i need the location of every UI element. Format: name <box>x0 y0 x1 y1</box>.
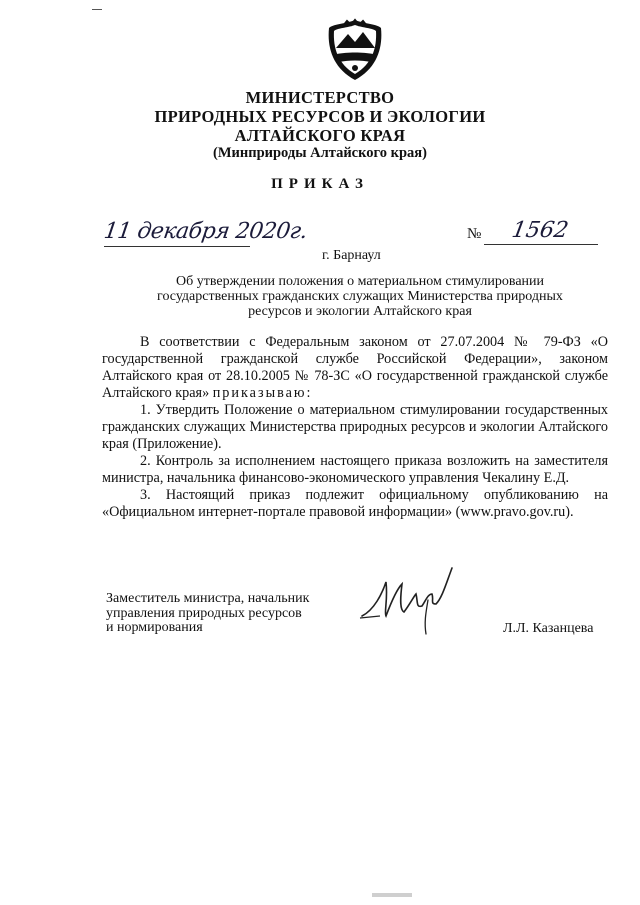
signatory-position-line-3: и нормирования <box>106 620 203 635</box>
order-number: 1562 <box>509 218 571 243</box>
ministry-short-name: (Минприроды Алтайского края) <box>213 145 427 161</box>
order-subject: Об утверждении положения о материальном стимулировании государственных гражданских служащих Министерства природных ресурсов и экологии Алтайского края <box>157 274 563 319</box>
item-1: 1. Утвердить Положение о материальном стимулировании государственных гражданских служащих Министерства природных ресурсов и экологии Алтайского края (Приложение). <box>102 402 608 452</box>
signatory-position <box>106 592 309 636</box>
preamble-text: В соответствии с Федеральным законом от 27.07.2004 № 79-ФЗ «О государственной гражданской службе Российской Федерации», законом Алтайского края от 28.10.2005 № 78-ЗС «О государственной гражданской службе Алтайского края» <box>102 334 608 401</box>
ministry-name-line-3: АЛТАЙСКОГО КРАЯ <box>234 126 406 145</box>
item-3: 3. Настоящий приказ подлежит официальному опубликованию на «Официальном интернет-портале правовой информации» (www.pravo.gov.ru). <box>102 487 608 520</box>
signature-icon <box>356 560 466 640</box>
coat-of-arms-icon <box>325 18 385 82</box>
signatory-name: Л.Л. Казанцева <box>503 621 594 636</box>
order-title: ПРИКАЗ <box>271 176 369 192</box>
number-underline <box>484 244 598 245</box>
signatory-position-line-2: управления природных ресурсов <box>106 605 302 621</box>
signatory-position-line-1: Заместитель министра, начальник <box>106 591 310 606</box>
ministry-name-line-1: МИНИСТЕРСТВО <box>245 88 395 107</box>
order-word: приказываю: <box>212 385 313 401</box>
scan-artifact <box>372 893 412 897</box>
item-2: 2. Контроль за исполнением настоящего приказа возложить на заместителя министра, начальника финансово-экономического управления Чекалину Е.Д. <box>102 453 608 486</box>
order-date: 11 декабря 2020г. <box>102 219 309 244</box>
scan-mark <box>92 9 102 10</box>
ministry-name-line-2: ПРИРОДНЫХ РЕСУРСОВ И ЭКОЛОГИИ <box>154 107 486 126</box>
preamble <box>102 334 608 402</box>
date-underline <box>104 246 250 247</box>
order-body <box>102 334 608 521</box>
order-number-label: № <box>467 226 482 242</box>
city: г. Барнаул <box>322 248 381 263</box>
